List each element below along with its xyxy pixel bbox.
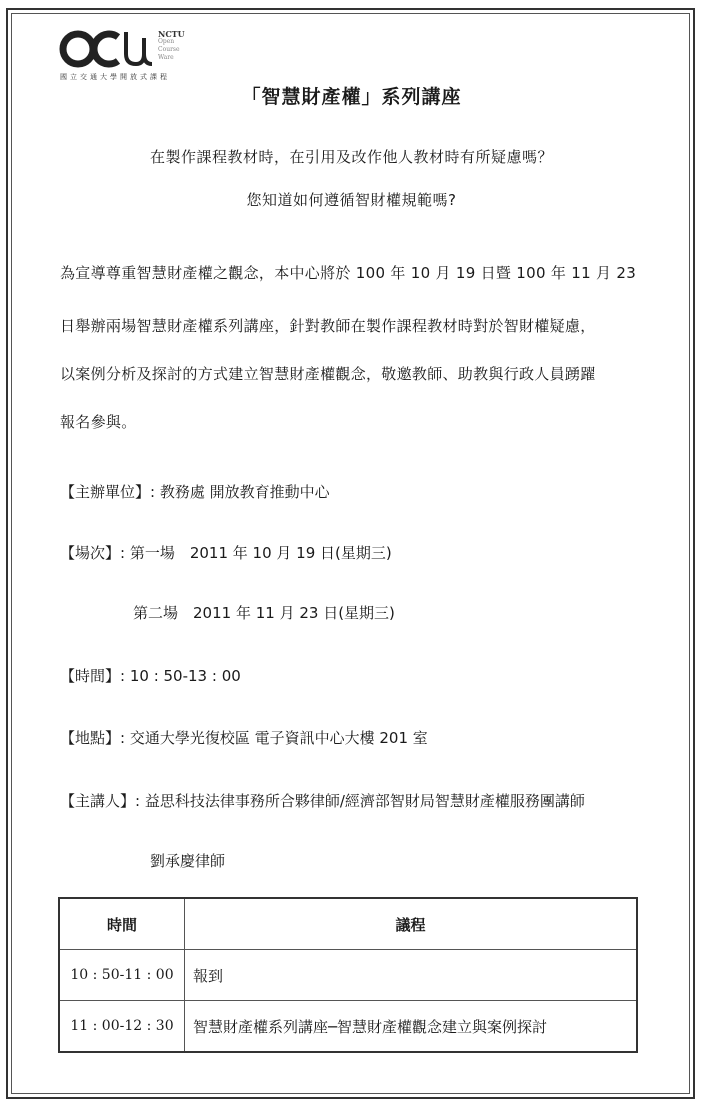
time-value: : 10 : 50-13 : 00 [120, 667, 241, 685]
agenda-row-1-item: 報到 [185, 950, 638, 1001]
table-row [59, 950, 637, 1001]
speaker-label: 【主講人】 [60, 792, 136, 810]
organizer-label: 【主辦單位】 [60, 483, 151, 501]
agenda-table [58, 897, 638, 1053]
paragraph-line-2: 日舉辦兩場智慧財產權系列講座，針對教師在製作課程教材時對於智財權疑慮， [60, 317, 596, 335]
agenda-row-1-time: 10 : 50-11 : 00 [59, 950, 185, 1001]
organizer-line [60, 481, 330, 502]
organizer-value: : 教務處 開放教育推動中心 [150, 483, 330, 501]
speaker-name: 劉承慶律師 [150, 852, 226, 870]
place-value: : 交通大學光復校區 電子資訊中心大樓 201 室 [120, 729, 428, 747]
logo-caption: 國立交通大學開放式課程 [60, 73, 170, 81]
logo-course: Course [158, 46, 180, 53]
logo-open: Open [158, 38, 175, 45]
paragraph-line-1: 為宣導尊重智慧財產權之觀念，本中心將於 100 年 10 月 19 日暨 100 年 11 月 23 [60, 264, 637, 282]
session-line-2 [133, 602, 395, 623]
session-2-value: 第二場 2011 年 11 月 23 日(星期三) [133, 604, 395, 622]
logo-side-text [158, 30, 185, 62]
agenda-row-2-item: 智慧財產權系列講座─智慧財產權觀念建立與案例探討 [185, 1001, 638, 1053]
agenda-header-row [59, 898, 637, 950]
session-1-value: : 第一場 2011 年 10 月 19 日(星期三) [120, 544, 392, 562]
time-label: 【時間】 [60, 667, 121, 685]
agenda-header-time: 時間 [59, 898, 185, 950]
speaker-value: : 益思科技法律事務所合夥律師/經濟部智財局智慧財產權服務團講師 [135, 792, 585, 810]
logo-ware: Ware [158, 54, 174, 61]
sessions-label: 【場次】 [60, 544, 121, 562]
agenda-header-item: 議程 [185, 898, 638, 950]
speaker-name-line [150, 850, 225, 871]
paragraph-line-3: 以案例分析及探討的方式建立智慧財產權觀念，敬邀教師、助教與行政人員踴躍 [60, 365, 596, 383]
time-line [60, 665, 241, 686]
question-2: 您知道如何遵循智財權規範嗎? [246, 191, 457, 209]
session-line-1 [60, 542, 392, 563]
place-label: 【地點】 [60, 729, 121, 747]
ocw-logo [58, 28, 198, 83]
table-row [59, 1001, 637, 1053]
agenda-row-2-time: 11 : 00-12 : 30 [59, 1001, 185, 1053]
paragraph-line-4: 報名參與。 [60, 413, 137, 431]
question-1: 在製作課程教材時，在引用及改作他人教材時有所疑慮嗎？ [149, 148, 553, 166]
page-title: 「智慧財產權」系列講座 [241, 86, 462, 108]
place-line [60, 727, 428, 748]
logo-nctu: NCTU [158, 29, 185, 39]
speaker-line [60, 790, 585, 811]
ocw-logo-icon [58, 28, 156, 70]
